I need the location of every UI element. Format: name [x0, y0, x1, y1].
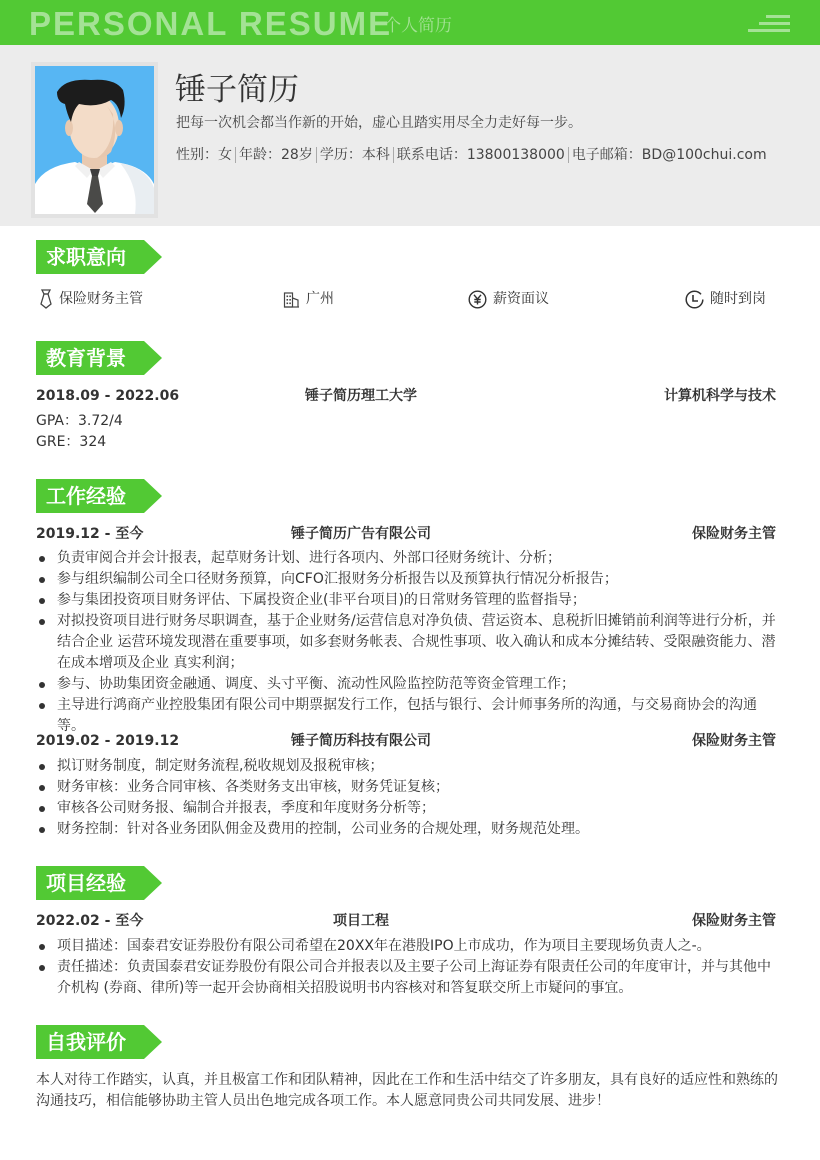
edu-gpa: GPA：3.72/4: [36, 413, 123, 429]
list-item: 财务审核：业务合同审核、各类财务支出审核，财务凭证复核；: [36, 777, 784, 798]
menu-lines-icon[interactable]: [746, 14, 790, 34]
section-title: 工作经验: [46, 484, 126, 508]
section-header-work: [36, 479, 163, 513]
info-age: 年龄：28岁: [239, 147, 313, 163]
edu-period: 2018.09 - 2022.06: [36, 388, 180, 404]
intent-salary-label: 薪资面议: [493, 291, 549, 307]
info-email[interactable]: 电子邮箱：BD@100chui.com: [571, 147, 767, 163]
work-company: 锤子简历广告有限公司: [291, 526, 431, 542]
work-entry-header: [36, 731, 776, 751]
info-phone: 联系电话：13800138000: [396, 147, 565, 163]
profile-band: [0, 45, 820, 226]
list-item: 责任描述：负责国泰君安证券股份有限公司合并报表以及主要子公司上海证券有限责任公司的年度审计，并与其他中介机构 (券商、律所)等一起开会协商相关招股说明书内容核对和答复联交所上市疑问的事宜。: [36, 957, 784, 999]
project-entry-header: [36, 911, 776, 931]
work-period: 2019.12 - 至今: [36, 526, 144, 542]
yen-icon: [468, 290, 487, 309]
self-evaluation-text: 本人对待工作踏实，认真，并且极富工作和团队精神，因此在工作和生活中结交了许多朋友，具有良好的适应性和熟练的沟通技巧，相信能够协助主管人员出色地完成各项工作。本人愿意同贵公司共同发展、进步！: [36, 1072, 778, 1109]
motto: 把每一次机会都当作新的开始，虚心且踏实用尽全力走好每一步。: [176, 115, 582, 131]
divider: [393, 147, 394, 163]
avatar: [35, 66, 154, 214]
intent-position: [39, 289, 143, 309]
list-item: 财务控制：针对各业务团队佣金及费用的控制，公司业务的合规处理，财务规范处理。: [36, 819, 784, 840]
edu-major: 计算机科学与技术: [664, 388, 776, 404]
divider: [235, 147, 236, 163]
section-header-intent: [36, 240, 163, 274]
section-title: 自我评价: [46, 1030, 126, 1054]
title-english: PERSONAL RESUME: [29, 5, 393, 42]
intent-city-label: 广州: [306, 291, 334, 307]
tie-icon: [39, 289, 53, 309]
work-duties-list: [36, 756, 784, 840]
section-title: 项目经验: [46, 871, 126, 895]
list-item: 拟订财务制度，制定财务流程,税收规划及报税审核；: [36, 756, 784, 777]
basic-info: [176, 146, 767, 164]
work-entry-header: [36, 524, 776, 544]
project-details-list: [36, 936, 784, 999]
job-intent-row: [36, 289, 776, 311]
work-position: 保险财务主管: [692, 526, 776, 542]
work-company: 锤子简历科技有限公司: [291, 733, 431, 749]
intent-availability-label: 随时到岗: [710, 291, 766, 307]
list-item: 参与集团投资项目财务评估、下属投资企业(非平台项目)的日常财务管理的监督指导；: [36, 590, 784, 611]
divider: [316, 147, 317, 163]
list-item: 参与组织编制公司全口径财务预算，向CFO汇报财务分析报告以及预算执行情况分析报告；: [36, 569, 784, 590]
person-avatar-icon: [35, 66, 154, 214]
work-position: 保险财务主管: [692, 733, 776, 749]
edu-gre: GRE：324: [36, 434, 107, 450]
clock-icon: [685, 290, 704, 309]
intent-city: [283, 289, 334, 309]
section-title: 求职意向: [46, 245, 126, 269]
list-item: 审核各公司财务报、编制合并报表，季度和年度财务分析等；: [36, 798, 784, 819]
edu-school: 锤子简历理工大学: [305, 388, 417, 404]
intent-salary: [468, 289, 549, 309]
project-position: 保险财务主管: [692, 913, 776, 929]
top-banner: [0, 0, 820, 45]
candidate-name: 锤子简历: [175, 72, 299, 108]
work-duties-list: [36, 548, 784, 737]
avatar-frame: [31, 62, 158, 218]
list-item: 项目描述：国泰君安证券股份有限公司希望在20XX年在港股IPO上市成功，作为项目主要现场负责人之-。: [36, 936, 784, 957]
list-item: 对拟投资项目进行财务尽职调查，基于企业财务/运营信息对净负债、营运资本、息税折旧摊销前利润等进行分析，并结合企业 运营环境发现潜在重要事项，如多套财务帐表、合规性事项、收入确认和成本分摊结转、受限融资能力、潜在成本增项及企业 真实利润；: [36, 611, 784, 674]
intent-availability: [685, 289, 766, 309]
project-period: 2022.02 - 至今: [36, 913, 144, 929]
list-item: 负责审阅合并会计报表，起草财务计划、进行各项内、外部口径财务统计、分析；: [36, 548, 784, 569]
divider: [568, 147, 569, 163]
section-header-education: [36, 341, 163, 375]
info-gender: 性别：女: [176, 147, 232, 163]
education-entry-header: [36, 386, 776, 406]
work-period: 2019.02 - 2019.12: [36, 733, 180, 749]
title-chinese: 个人简历: [384, 16, 452, 36]
info-education: 学历：本科: [319, 147, 390, 163]
section-header-project: [36, 866, 163, 900]
intent-position-label: 保险财务主管: [59, 291, 143, 307]
list-item: 参与、协助集团资金融通、调度、头寸平衡、流动性风险监控防范等资金管理工作；: [36, 674, 784, 695]
list-item: 主导进行鸿商产业控股集团有限公司中期票据发行工作，包括与银行、会计师事务所的沟通，与交易商协会的沟通等。: [36, 695, 784, 737]
project-name: 项目工程: [333, 913, 389, 929]
building-icon: [283, 291, 300, 308]
section-header-self-eval: [36, 1025, 163, 1059]
section-title: 教育背景: [46, 346, 126, 370]
